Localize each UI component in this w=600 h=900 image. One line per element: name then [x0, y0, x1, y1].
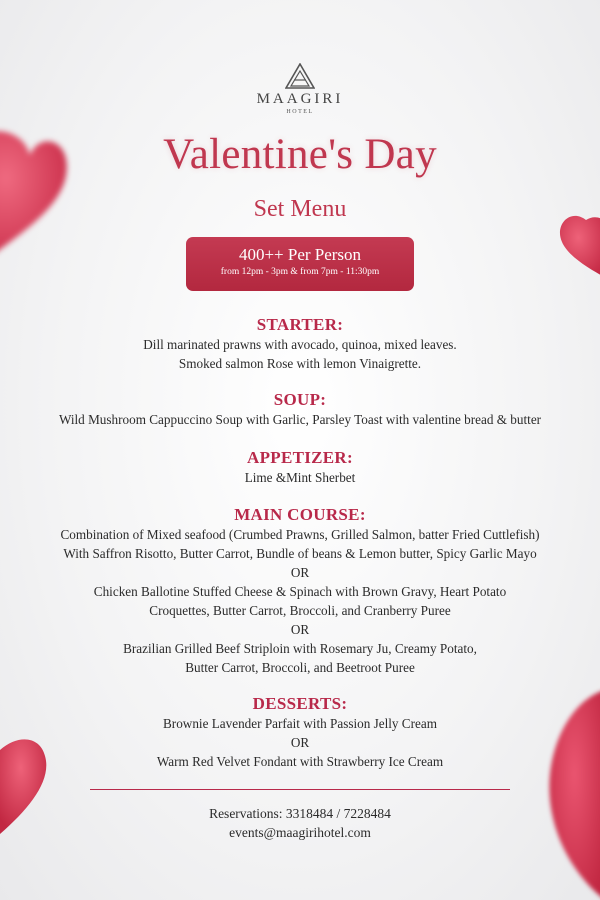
section-title: APPETIZER:	[247, 448, 353, 467]
section-starter	[0, 315, 600, 373]
section-appetizer	[0, 448, 600, 487]
reservations-email[interactable]: events@maagirihotel.com	[229, 825, 371, 840]
section-title: DESSERTS:	[252, 694, 348, 713]
section-soup	[0, 390, 600, 429]
menu-line: OR	[290, 735, 310, 750]
price-times: from 12pm - 3pm & from 7pm - 11:30pm	[220, 267, 380, 277]
menu-line: Warm Red Velvet Fondant with Strawberry Ice Cream	[156, 754, 444, 769]
menu-line: OR	[290, 622, 310, 637]
menu-line: Smoked salmon Rose with lemon Vinaigrette.	[178, 356, 422, 371]
menu-line: Brownie Lavender Parfait with Passion Jelly Cream	[163, 716, 437, 731]
menu-line: Combination of Mixed seafood (Crumbed Prawns, Grilled Salmon, batter Fried Cuttlefish)	[60, 527, 540, 542]
section-desserts	[0, 694, 600, 771]
menu-line: Wild Mushroom Cappuccino Soup with Garlic, Parsley Toast with valentine bread & butter	[58, 412, 542, 427]
brand-logo	[0, 63, 600, 115]
price-main: 400++ Per Person	[238, 245, 362, 264]
menu-line: Butter Carrot, Broccoli, and Beetroot Puree	[185, 660, 415, 675]
menu-line: Chicken Ballotine Stuffed Cheese & Spinach with Brown Gravy, Heart Potato	[93, 584, 507, 599]
section-title: STARTER:	[256, 315, 344, 334]
menu-line: Croquettes, Butter Carrot, Broccoli, and Cranberry Puree	[149, 603, 451, 618]
menu-line: OR	[290, 565, 310, 580]
section-title: SOUP:	[273, 390, 327, 409]
divider	[90, 789, 510, 790]
menu-line: With Saffron Risotto, Butter Carrot, Bundle of beans & Lemon butter, Spicy Garlic Mayo	[63, 546, 537, 561]
price-badge	[186, 237, 414, 291]
maagiri-logo-icon	[285, 63, 315, 89]
page-subtitle: Set Menu	[253, 196, 347, 222]
section-main-course	[0, 505, 600, 677]
menu-line: Brazilian Grilled Beef Striploin with Rosemary Ju, Creamy Potato,	[123, 641, 477, 656]
footer-contact	[0, 804, 600, 842]
section-title: MAIN COURSE:	[234, 505, 366, 524]
menu-line: Lime &Mint Sherbet	[244, 470, 356, 485]
page-title: Valentine's Day	[163, 131, 437, 178]
brand-name: MAAGIRI	[256, 91, 344, 107]
reservations-phone: Reservations: 3318484 / 7228484	[209, 806, 391, 821]
brand-sub: HOTEL	[286, 109, 314, 115]
menu-line: Dill marinated prawns with avocado, quinoa, mixed leaves.	[143, 337, 457, 352]
